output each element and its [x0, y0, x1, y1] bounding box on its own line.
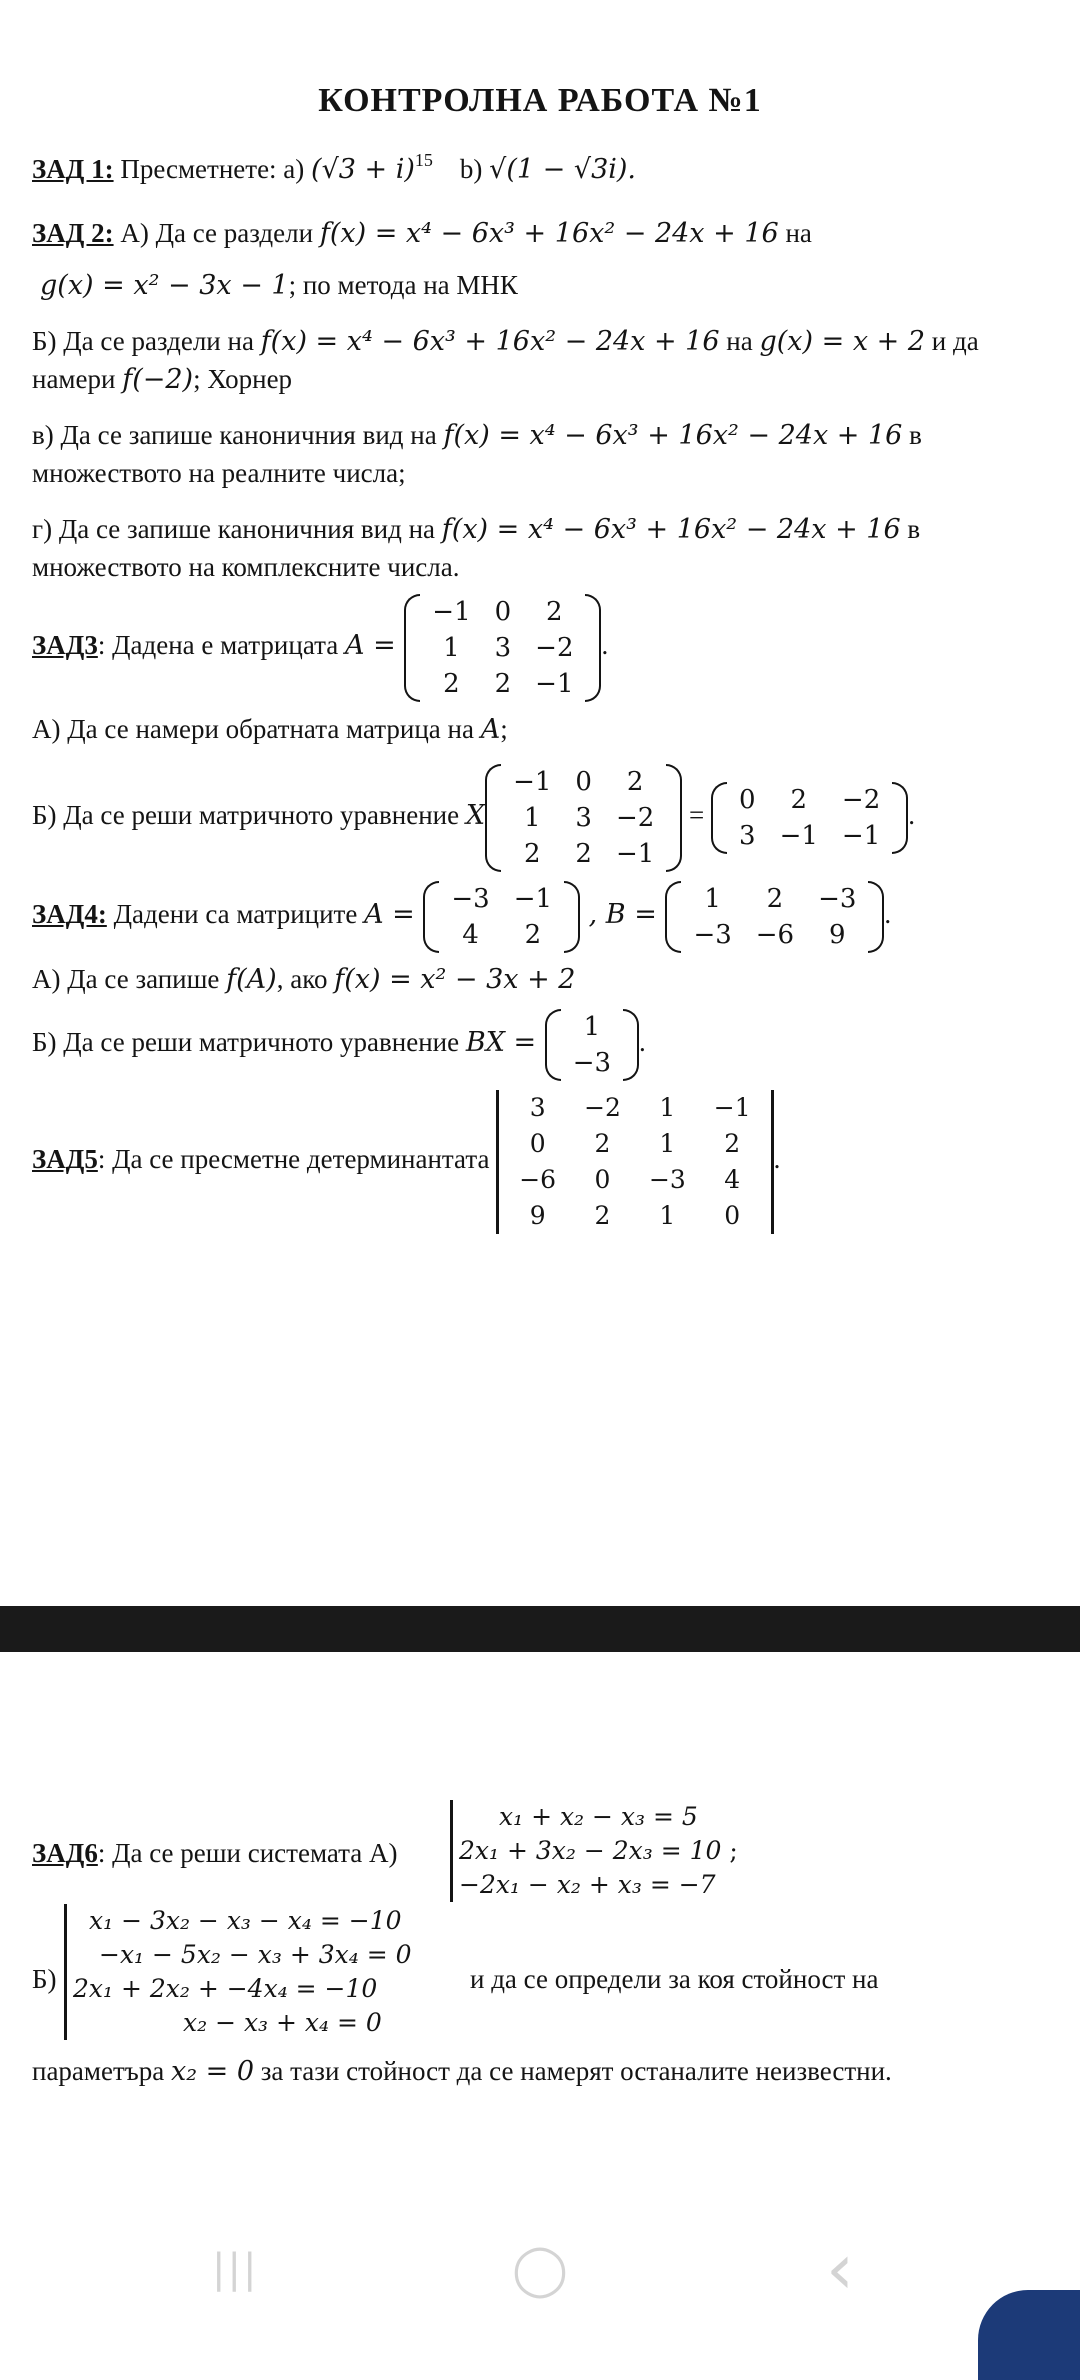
- task4-a-eq: A =: [364, 899, 424, 930]
- matrix-cell: −2: [535, 632, 574, 663]
- task1-b-expression: √(1 − √3i).: [489, 154, 636, 185]
- recents-icon[interactable]: |||: [212, 2246, 259, 2292]
- det-cell: 0: [529, 1129, 546, 1158]
- matrix-cell: −1: [841, 820, 881, 851]
- matrix-cell: 2: [575, 838, 592, 869]
- task2-v-text: в) Да се запише каноничния вид на: [32, 420, 444, 450]
- matrix-A-copy: [485, 764, 682, 872]
- det-cell: −3: [648, 1165, 686, 1194]
- task2-b-f-expression: f(x) = x⁴ − 6x³ + 16x² − 24x + 16: [260, 326, 720, 357]
- det-cell: 1: [659, 1093, 676, 1122]
- matrix-rhs: [711, 782, 908, 854]
- task2-g-line1: [32, 512, 920, 547]
- task4-a-function: f(x) = x² − 3x + 2: [334, 964, 576, 995]
- det-cell: −1: [713, 1093, 751, 1122]
- matrix-cell: 2: [523, 838, 541, 869]
- task2-g-end: в: [900, 514, 921, 544]
- task1-b-label: b): [459, 154, 490, 184]
- task4-a-line: [32, 962, 576, 997]
- matrix-cell: 3: [575, 802, 592, 833]
- task4-b-eq: , B =: [580, 899, 666, 930]
- det-cell: 0: [724, 1201, 741, 1230]
- task2-g-f-expression: f(x) = x⁴ − 6x³ + 16x² − 24x + 16: [441, 514, 901, 545]
- task3-a-line: [32, 712, 508, 747]
- task2-g-expression: g(x) = x² − 3x − 1: [40, 270, 289, 301]
- page-divider-band: [0, 1606, 1080, 1652]
- matrix-cell: −1: [513, 883, 553, 914]
- task2-line2: [40, 268, 518, 303]
- task1-a-exponent: 15: [414, 150, 433, 170]
- floating-action-corner[interactable]: [978, 2290, 1080, 2380]
- determinant: [496, 1090, 773, 1234]
- task2-b-line2-text: намери: [32, 364, 123, 394]
- task2-b-f-value: f(−2): [122, 364, 194, 395]
- matrix-cell: 0: [739, 784, 756, 815]
- det-cell: 1: [659, 1201, 676, 1230]
- system-a-eq3: −2x₁ − x₂ + x₃ = −7: [459, 1870, 716, 1899]
- task2-b-line2: [32, 362, 292, 397]
- task2-label: ЗАД 2:: [32, 218, 114, 248]
- system-b-eq2: −x₁ − 5x₂ − x₃ + 3x₄ = 0: [99, 1940, 412, 1969]
- det-cell: 2: [724, 1129, 741, 1158]
- task4-a-expression: f(A): [226, 964, 277, 995]
- task4-line: ЗАД4: Дадени са матриците A = −3 −1 4 2 , B = 1 2 −3 −3 −6 9 .: [32, 876, 891, 952]
- task6-line: [32, 1836, 398, 1870]
- task2-g-text: г) Да се запише каноничния вид на: [32, 514, 442, 544]
- task3-b-line: Б) Да се реши матричното уравнение X −1 0 2 1 3 −2 2 2 −1 = 0 2 −2 3 −1 −1 .: [32, 760, 915, 870]
- task5-text: : Да се пресметне детерминантата: [97, 1144, 497, 1175]
- system-b-eq1: x₁ − 3x₂ − x₃ − x₄ = −10: [89, 1906, 402, 1935]
- document-title: КОНТРОЛНА РАБОТА №1: [318, 82, 762, 119]
- task3-b-text: Б) Да се реши матричното уравнение: [32, 800, 466, 830]
- matrix-cell: 3: [494, 632, 512, 663]
- task1-line: [32, 152, 636, 189]
- matrix-cell: 2: [766, 883, 784, 914]
- task4-a-mid: , ако: [276, 964, 335, 994]
- matrix-cell: −1: [535, 668, 574, 699]
- matrix-cell: 2: [546, 596, 563, 627]
- det-cell: 9: [529, 1201, 546, 1230]
- system-b-eq3: 2x₁ + 2x₂ + −4x₄ = −10: [73, 1974, 378, 2003]
- task6-param-expression: x₂ = 0: [170, 2056, 255, 2087]
- task2-b-text: Б) Да се раздели на: [32, 326, 261, 356]
- task4-label: ЗАД4:: [32, 899, 107, 929]
- matrix-cell: 2: [790, 784, 808, 815]
- task3-text: : Дадена е матрицата: [97, 630, 345, 660]
- back-icon[interactable]: ‹: [826, 2228, 854, 2310]
- task2-v-line1: [32, 418, 922, 453]
- task2-line1-end: на: [778, 218, 812, 248]
- home-icon[interactable]: ◯: [512, 2240, 568, 2298]
- det-cell: 1: [659, 1129, 676, 1158]
- det-cell: 0: [594, 1165, 611, 1194]
- task2-method-text: ; по метода на МНК: [288, 270, 518, 300]
- task3-a-eq: A =: [344, 630, 405, 661]
- matrix-cell: −3: [451, 883, 490, 914]
- det-cell: −6: [519, 1165, 557, 1194]
- matrix-B4: [665, 881, 884, 953]
- det-cell: 2: [594, 1201, 611, 1230]
- matrix-cell: 1: [523, 802, 541, 833]
- task4-b-text: Б) Да се реши матричното уравнение: [32, 1027, 466, 1057]
- system-a: [450, 1800, 738, 1902]
- task1-label: ЗАД 1:: [32, 154, 114, 184]
- task3-a-var: A: [480, 714, 501, 745]
- task4-b-line: Б) Да се реши матричното уравнение BX = 1 −3 .: [32, 1004, 646, 1080]
- system-a-eq2: 2x₁ + 3x₂ − 2x₃ = 10 ;: [459, 1836, 738, 1865]
- matrix-cell: 2: [494, 668, 512, 699]
- det-cell: 4: [724, 1165, 741, 1194]
- matrix-cell: −3: [693, 919, 732, 950]
- matrix-cell: −1: [513, 766, 552, 797]
- matrix-cell: 2: [524, 919, 542, 950]
- matrix-cell: −1: [432, 596, 471, 627]
- task2-b-line2-end: ; Хорнер: [193, 364, 293, 394]
- task4-b-expression: BX =: [465, 1027, 545, 1058]
- system-a-eq1: x₁ + x₂ − x₃ = 5: [499, 1802, 698, 1831]
- task2-v-end: в: [902, 420, 922, 450]
- matrix-cell: 3: [739, 820, 756, 851]
- matrix-cell: −2: [615, 802, 655, 833]
- task2-b-end: и да: [925, 326, 979, 356]
- matrix-cell: 0: [494, 596, 512, 627]
- task6-b-label: Б): [32, 1964, 57, 1994]
- det-cell: −2: [584, 1093, 621, 1122]
- task2-line1: [32, 216, 812, 251]
- matrix-cell: 0: [575, 766, 592, 797]
- task2-b-mid: на: [719, 326, 760, 356]
- det-cell: 2: [594, 1129, 611, 1158]
- matrix-cell: 2: [443, 668, 460, 699]
- matrix-cell: −2: [841, 784, 881, 815]
- task2-a-text: А) Да се раздели: [113, 218, 320, 248]
- task6-label: ЗАД6: [32, 1838, 98, 1868]
- task6-b-side-text: и да се определи за коя стойност на: [470, 1964, 879, 1994]
- matrix-A4: [423, 881, 580, 953]
- task3-line: ЗАД3: Дадена е матрицата A = −1 0 2 1 3 −2 2 2 −1 .: [32, 590, 608, 700]
- matrix-cell: −1: [615, 838, 655, 869]
- system-b-eq4: x₂ − x₃ + x₄ = 0: [183, 2008, 382, 2037]
- task2-g-line2: множеството на комплексните числа.: [32, 552, 460, 582]
- matrix-cell: 4: [462, 919, 479, 950]
- matrix-cell: −6: [755, 919, 795, 950]
- task3-a-end: ;: [500, 714, 508, 744]
- task2-f-expression: f(x) = x⁴ − 6x³ + 16x² − 24x + 16: [319, 218, 779, 249]
- vector-b4: [545, 1009, 639, 1081]
- task4-text: Дадени са матриците: [106, 899, 365, 929]
- task3-a-text: А) Да се намери обратната матрица на: [32, 714, 481, 744]
- task3-label: ЗАД3: [32, 630, 98, 660]
- task2-v-f-expression: f(x) = x⁴ − 6x³ + 16x² − 24x + 16: [443, 420, 903, 451]
- task5-label: ЗАД5: [32, 1144, 98, 1175]
- task1-text: Пресметнете: а): [113, 154, 312, 184]
- matrix-cell: 1: [443, 632, 460, 663]
- task6-text: : Да се реши системата А): [97, 1838, 398, 1868]
- matrix-cell: −1: [779, 820, 818, 851]
- matrix-cell: 2: [626, 766, 644, 797]
- task6-last-end: за тази стойност да се намерят останалите неизвестни.: [254, 2056, 892, 2086]
- matrix-cell: −3: [818, 883, 857, 914]
- matrix-cell: 1: [704, 883, 721, 914]
- matrix-cell: 9: [828, 919, 846, 950]
- matrix-A: [404, 594, 601, 702]
- matrix-cell: 1: [583, 1011, 601, 1042]
- task2-v-line2: множеството на реалните числа;: [32, 458, 406, 488]
- task1-a-expression: (√3 + i): [311, 154, 415, 185]
- task6-last-line: [32, 2054, 892, 2089]
- task3-b-var: X: [465, 800, 486, 831]
- task4-a-text: А) Да се запише: [32, 964, 227, 994]
- task6-last-text: параметъра: [32, 2056, 171, 2086]
- task2-b-line1: [32, 324, 979, 359]
- system-b: [64, 1904, 412, 2040]
- task5-line: ЗАД5: Да се пресметне детерминантата 3 −2 1 −1 0 2 1 2 −6 0 −3 4 9 2 1 0 .: [32, 1090, 780, 1220]
- task2-b-g-expression: g(x) = x + 2: [759, 326, 926, 357]
- matrix-cell: −3: [572, 1047, 612, 1078]
- det-cell: 3: [529, 1093, 546, 1122]
